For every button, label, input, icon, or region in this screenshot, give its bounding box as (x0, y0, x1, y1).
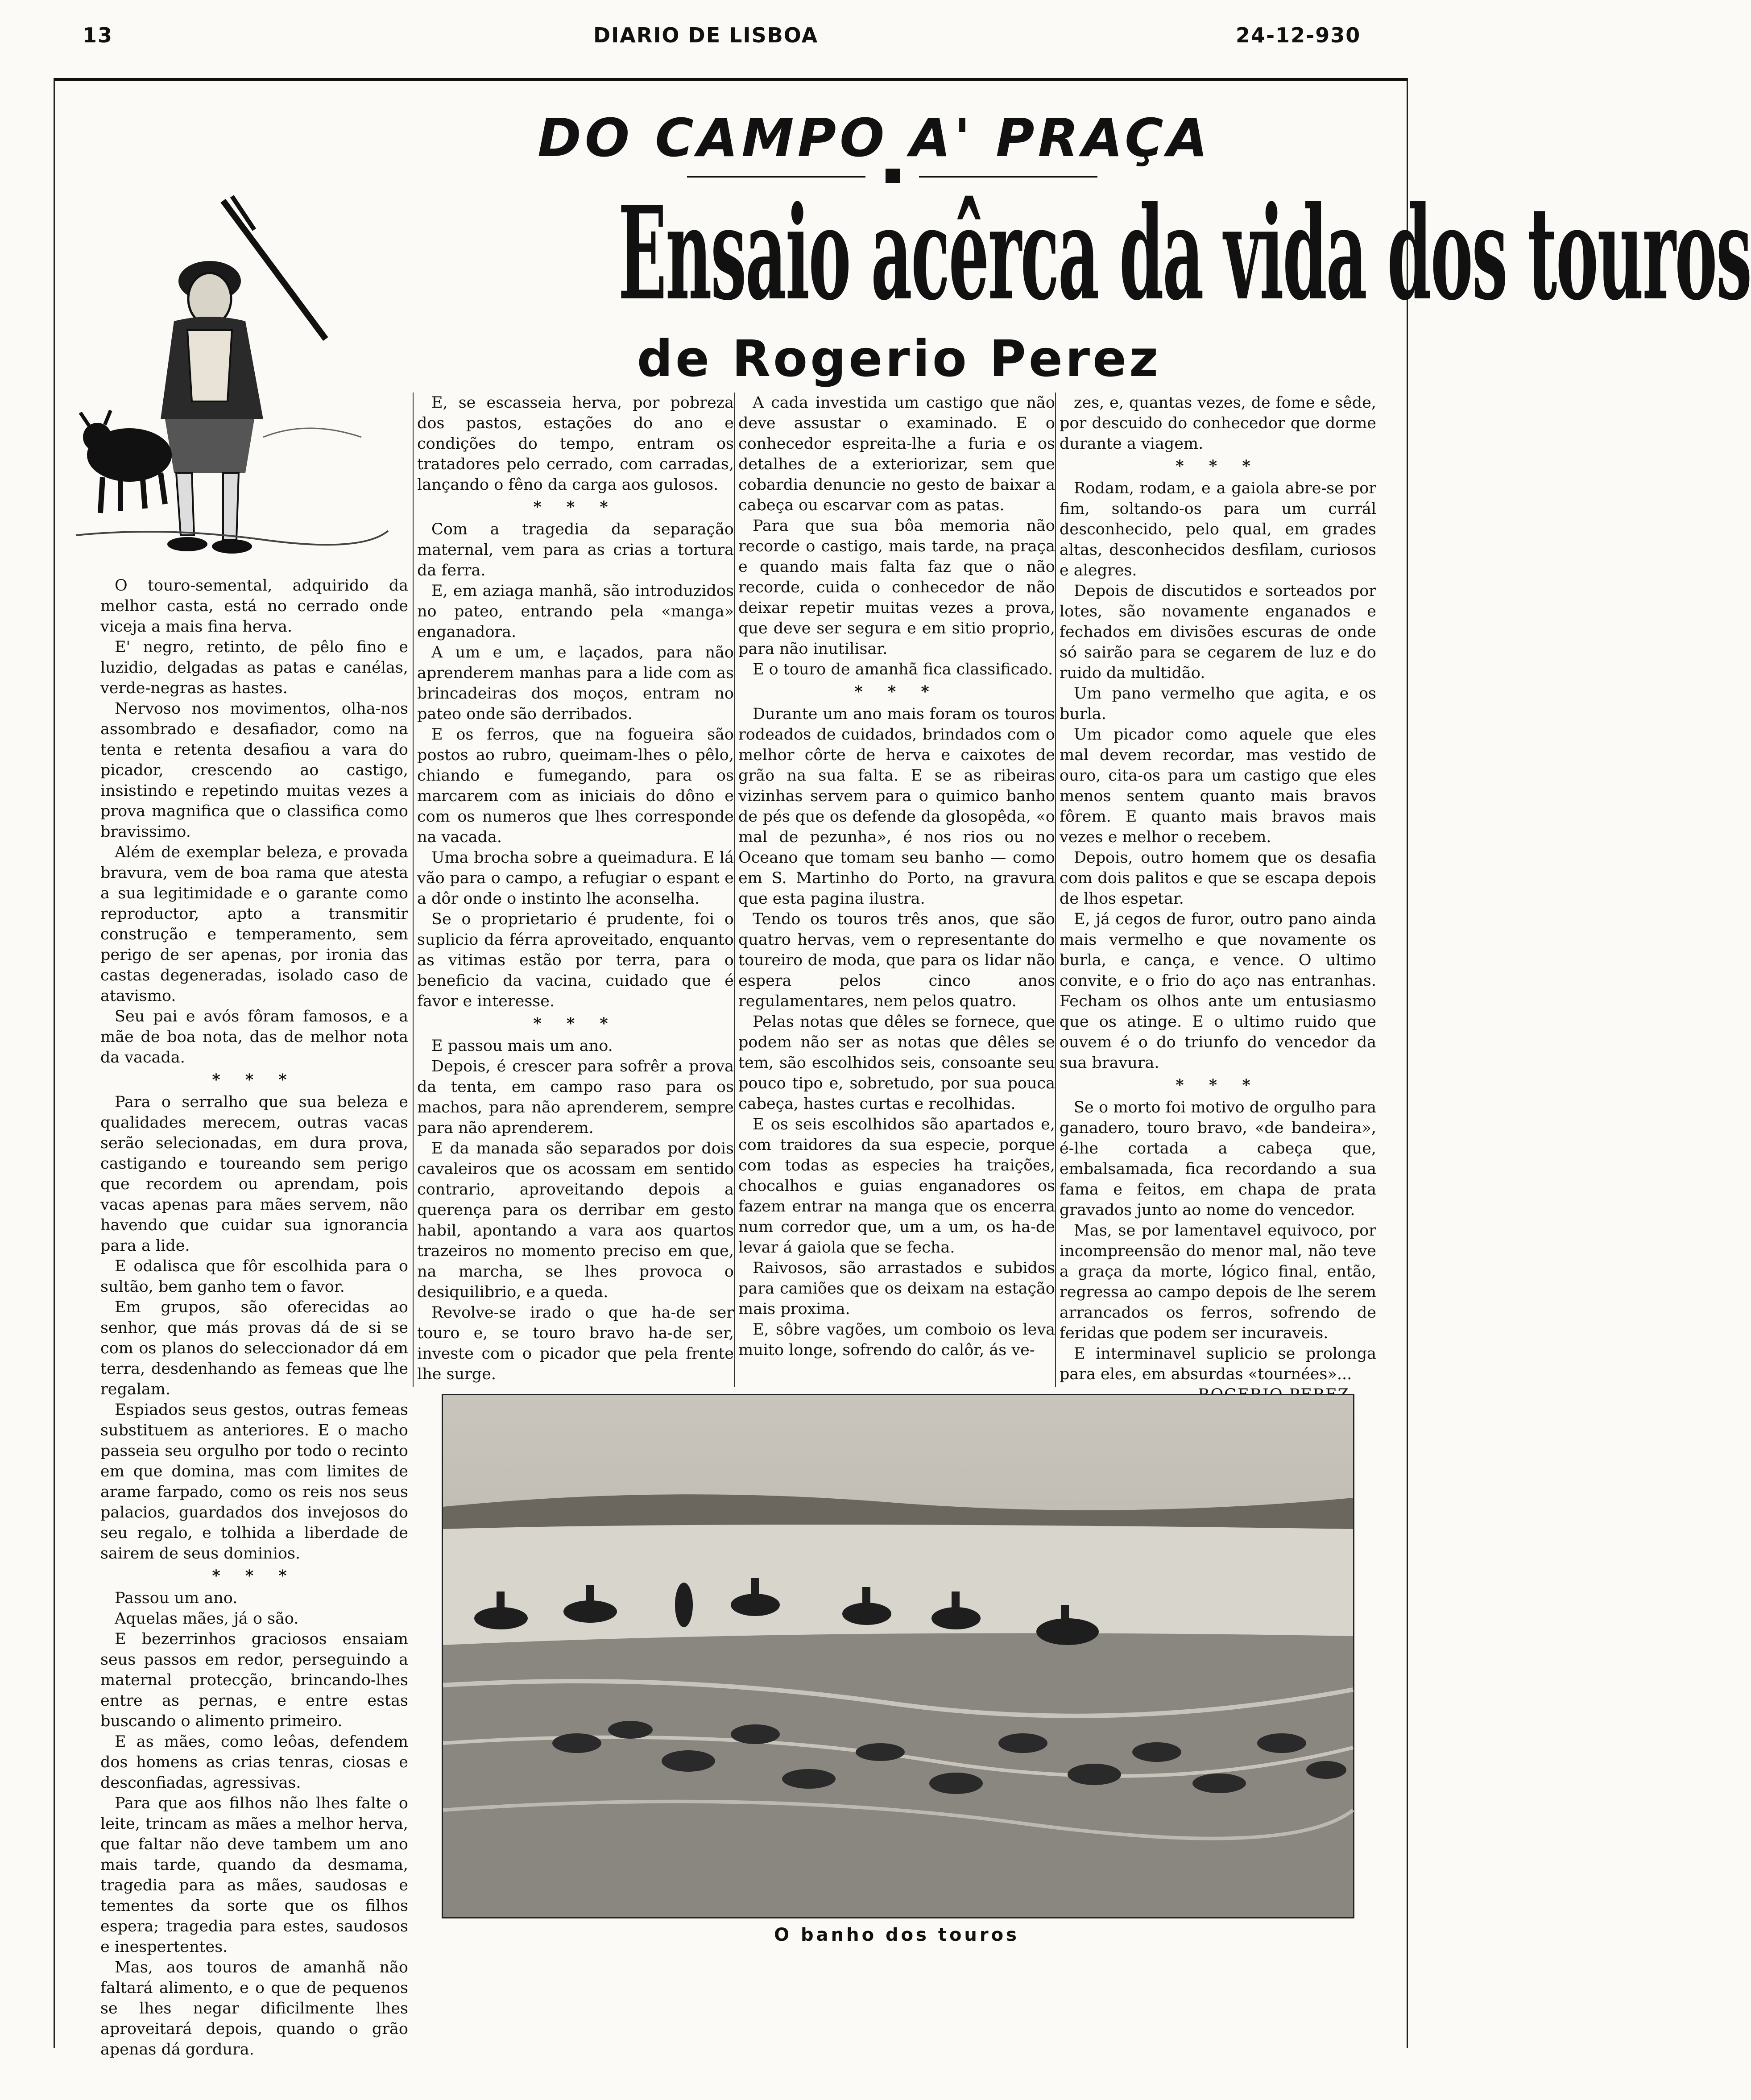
paragraph: E os ferros, que na fogueira são postos ao rubro, queimam-lhes o pêlo, chiando e fumegando, para os marcarem com as iniciais do dôno e com os numeros que lhes corresponde na vacada. (417, 726, 734, 846)
divider-right (919, 176, 1097, 178)
paragraph: Mas, aos touros de amanhã não faltará alimento, e o que de pequenos se lhes negar dificilmente lhes aproveitará depois, quando o grão apenas dá gordura. (100, 1959, 408, 2059)
section-break: * * * (854, 682, 939, 701)
paragraph: Passou um ano. (115, 1589, 238, 1607)
paragraph: E passou mais um ano. (431, 1037, 613, 1055)
paragraph: Depois de discutidos e sorteados por lotes, são novamente enganados e fechados em divisões escuras de onde só sairão para se cegarem de luz e do ruido da multidão. (1060, 582, 1376, 682)
herdsman-illustration (76, 187, 388, 571)
paragraph: Tendo os touros três anos, que são quatro hervas, vem o representante do toureiro de moda, que para os lidar não espera pelos cinco anos regulamentares, nem pelos quatro. (738, 910, 1055, 1010)
paragraph: Depois, outro homem que os desafia com dois palitos e que se escapa depois de lhos espetar. (1060, 849, 1376, 908)
paragraph: Um picador como aquele que eles mal devem recordar, mas vestido de ouro, cita-os para um castigo que eles menos sentem quanto mais bravos fôrem. E quanto mais bravos mais vezes e melhor o recebem. (1060, 726, 1376, 846)
section-break: * * * (212, 1567, 297, 1585)
paragraph: E, em aziaga manhã, são introduzidos no pateo, entrando pela «manga» enganadora. (417, 582, 734, 641)
photo-caption: O banho dos touros (774, 1925, 1019, 1945)
paragraph: Para que aos filhos não lhes falte o leite, trincam as mães a melhor herva, que faltar não deve tambem um ano mais tarde, quando da desmama, tragedia para as mães, saudosas e tementes da sorte que os filhos espera; tragedia para estes, saudosos e inespertentes. (100, 1794, 408, 1956)
paragraph: E bezerrinhos graciosos ensaiam seus passos em redor, perseguindo a maternal protecção, brincando-lhes entre as pernas, e entre estas buscando o alimento primeiro. (100, 1630, 408, 1730)
paragraph: Se o morto foi motivo de orgulho para ganadero, touro bravo, «de bandeira», é-lhe cortada a cabeça que, embalsamada, fica recordando a sua fama e feitos, em chapa de prata gravados junto ao nome do vencedor. (1060, 1099, 1376, 1219)
divider-left (687, 176, 865, 178)
paragraph: E da manada são separados por dois cavaleiros que os acossam em sentido contrario, aproveitando depois a querença para os derribar em gesto habil, apontando a vara aos quartos trazeiros no momento preciso em que, na marcha, se lhes provoca o desiquilibrio, e a queda. (417, 1140, 734, 1301)
paragraph: Pelas notas que dêles se fornece, que podem não ser as notas que dêles se tem, são escolhidos seis, consoante seu pouco tipo e, sobretudo, por sua pouca cabeça, hastes curtas e recolhidas. (738, 1013, 1055, 1113)
paragraph: A cada investida um castigo que não deve assustar o examinado. E o conhecedor espreita-lhe a furia e os detalhes de a exteriorizar, sem que cobardia denuncie no gesto de baixar a cabeça ou escarvar com as patas. (738, 394, 1055, 514)
paragraph: Depois, é crescer para sofrêr a prova da tenta, em campo raso para os machos, para não aprenderem, sempre para não aprenderem. (417, 1058, 734, 1137)
paragraph: Espiados seus gestos, outras femeas substituem as anteriores. E o macho passeia seu orgulho por todo o recinto em que domina, mas com limites de arame farpado, como os reis nos seus palacios, guardados dos invejosos do seu regalo, e tolhida a liberdade de sairem de seus dominios. (100, 1401, 408, 1563)
article-headline: Ensaio acêrca da vida dos touros (618, 178, 1751, 329)
paragraph: E odalisca que fôr escolhida para o sultão, bem ganho tem o favor. (100, 1257, 408, 1296)
article-column-4 (1060, 393, 1376, 1405)
paragraph: E interminavel suplicio se prolonga para eles, em absurdas «tournées»... (1060, 1345, 1376, 1383)
section-break: * * * (212, 1071, 297, 1089)
article-column-2 (417, 393, 734, 1385)
paragraph: A um e um, e laçados, para não aprenderem manhas para a lide com as brincadeiras dos moços, entram no pateo onde são derribados. (417, 644, 734, 723)
paragraph: E' negro, retinto, de pêlo fino e luzidio, delgadas as patas e canélas, verde-negras as hastes. (100, 638, 408, 697)
article-column-1 (100, 575, 408, 2060)
paragraph: zes, e, quantas vezes, de fome e sêde, por descuido do conhecedor que dorme durante a viagem. (1060, 394, 1376, 453)
paragraph: E, sôbre vagões, um comboio os leva muito longe, sofrendo do calôr, ás ve- (738, 1321, 1055, 1359)
paragraph: E o touro de amanhã fica classificado. (753, 661, 1053, 678)
paragraph: Durante um ano mais foram os touros rodeados de cuidados, brindados com o melhor côrte de herva e caixotes de grão na sua falta. E se as ribeiras vizinhas servem para o quimico banho de pés que os defende da glosopêda, «o mal de pezunha», é nos rios ou no Oceano que tomam seu banho — como em S. Martinho do Porto, na gravura que esta pagina ilustra. (738, 705, 1055, 908)
paragraph: E os seis escolhidos são apartados e, com traidores da sua especie, porque com todas as especies ha traições, chocalhos e guias enganadores os fazem entrar na manga que os encerra num corredor que, um a um, os ha-de levar á gaiola que se fecha. (738, 1116, 1055, 1257)
section-break: * * * (1176, 457, 1260, 475)
paragraph: Uma brocha sobre a queimadura. E lá vão para o campo, a refugiar o espant e a dôr onde o instinto lhe aconselha. (417, 849, 734, 908)
section-break: * * * (533, 1014, 618, 1033)
paragraph: Raivosos, são arrastados e subidos para camiões que os deixam na estação mais proxima. (738, 1259, 1055, 1318)
column-rule (1055, 393, 1056, 1387)
newspaper-title: DIARIO DE LISBOA (593, 23, 819, 47)
paragraph: Aquelas mães, já o são. (115, 1610, 299, 1628)
column-rule (734, 393, 735, 1387)
page-header (0, 23, 1506, 59)
paragraph: Para que sua bôa memoria não recorde o castigo, mais tarde, na praça e quando mais falta faz que o não recorde, cuida o conhecedor de não deixar repetir muitas vezes a prova, que deve ser segura e em sitio proprio, para não inutilisar. (738, 517, 1055, 658)
paragraph: Rodam, rodam, e a gaiola abre-se por fim, soltando-os para um currál desconhecido, pelo qual, em grades altas, desconhecidos desfilam, curiosos e alegres. (1060, 480, 1376, 579)
bulls-bathing-photo (442, 1394, 1354, 1918)
column-rule (413, 393, 414, 1387)
page-number: 13 (83, 23, 113, 47)
section-title: DO CAMPO A' PRAÇA (537, 107, 1212, 169)
paragraph: Com a tragedia da separação maternal, vem para as crias a tortura da ferra. (417, 521, 734, 579)
paragraph: E, já cegos de furor, outro pano ainda mais vermelho e que novamente os burla, e cança, e vence. O ultimo convite, e o frio do aço nas entranhas. Fecham os olhos ante um entusiasmo que os atinge. E o ultimo ruido que ouvem é o do triunfo do vencedor da sua bravura. (1060, 910, 1376, 1072)
paragraph: Nervoso nos movimentos, olha-nos assombrado e desafiador, como na tenta e retenta desafiou a vara do picador, crescendo ao castigo, insistindo e repetindo muitas vezes a prova magnifica que o classifica como bravissimo. (100, 700, 408, 841)
section-break: * * * (533, 498, 618, 516)
paragraph: E, se escasseia herva, por pobreza dos pastos, estações do ano e condições do tempo, entram os tratadores pelo cerrado, com carradas, lançando o fêno da carga aos gulosos. (417, 394, 734, 494)
section-break: * * * (1176, 1076, 1260, 1094)
paragraph: Mas, se por lamentavel equivoco, por incompreensão do menor mal, não teve a graça da morte, lógico final, então, regressa ao campo depois de lhe serem arrancados os ferros, sofrendo de feridas que podem ser incuraveis. (1060, 1222, 1376, 1342)
paragraph: Se o proprietario é prudente, foi o suplicio da férra aproveitado, enquanto as vitimas estão por terra, para o beneficio da vacina, cuidado que é favor e interesse. (417, 910, 734, 1010)
paragraph: Em grupos, são oferecidas ao senhor, que más provas dá de si se com os planos do seleccionador dá em terra, desdenhando as femeas que lhe regalam. (100, 1298, 408, 1398)
paragraph: O touro-semental, adquirido da melhor casta, está no cerrado onde viceja a mais fina herva. (100, 577, 408, 636)
paragraph: Revolve-se irado o que ha-de ser touro e, se touro bravo ha-de ser, investe com o picador que pela frente lhe surge. (417, 1304, 734, 1383)
paragraph: Seu pai e avós fôram famosos, e a mãe de boa nota, das de melhor nota da vacada. (100, 1008, 408, 1067)
article-byline: de Rogerio Perez (637, 330, 1161, 388)
issue-date: 24-12-930 (1236, 23, 1361, 47)
article-column-3 (738, 393, 1055, 1360)
paragraph: Além de exemplar beleza, e provada bravura, vem de boa rama que atesta a sua legitimidade e o garante como reproductor, apto a transmitir construção e temperamento, sem perigo de ser apenas, por ironia das castas degeneradas, isolado caso de atavismo. (100, 843, 408, 1005)
paragraph: Para o serralho que sua beleza e qualidades merecem, outras vacas serão selecionadas, em dura prova, castigando e toureando sem perigo que recordem ou aprendam, pois vacas apenas para mães servem, não havendo que cuidar sua ignorancia para a lide. (100, 1093, 408, 1255)
paragraph: E as mães, como leôas, defendem dos homens as crias tenras, ciosas e desconfiadas, agressivas. (100, 1733, 408, 1792)
paragraph: Um pano vermelho que agita, e os burla. (1060, 685, 1376, 723)
